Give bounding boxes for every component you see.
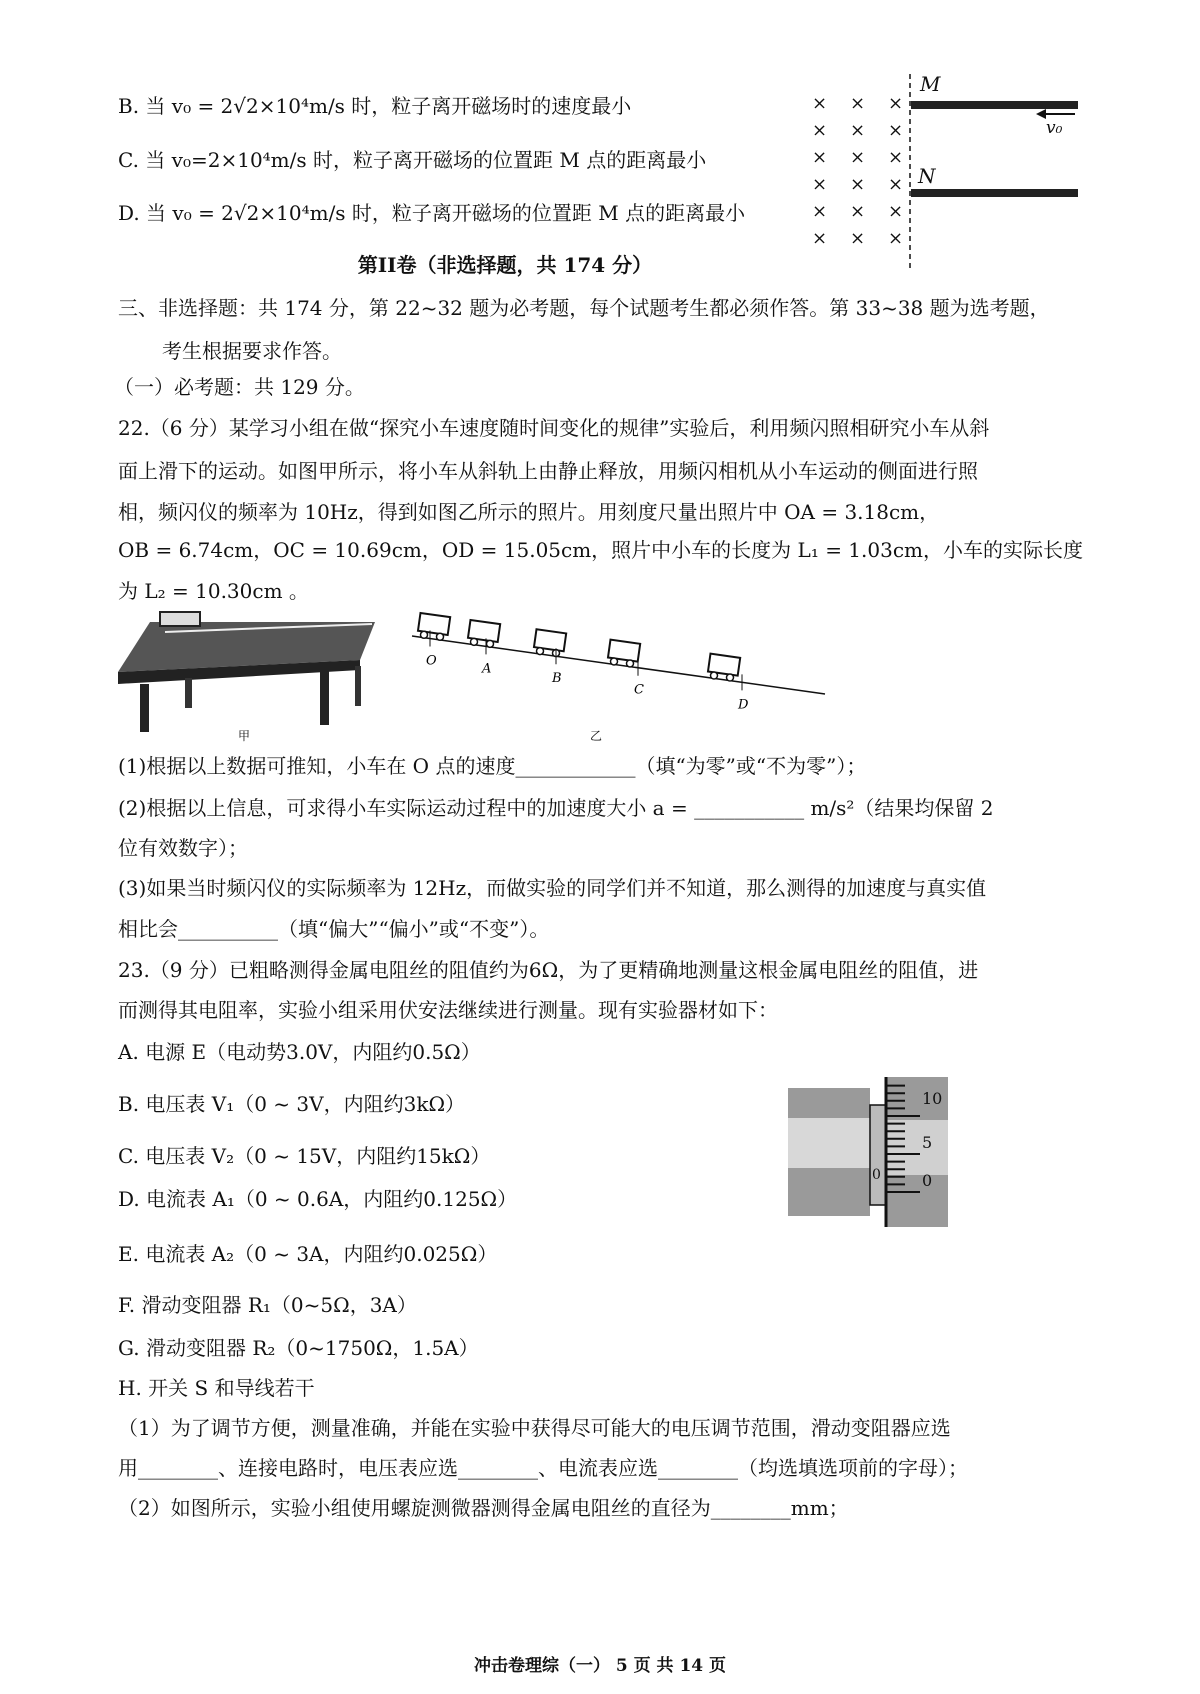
option-b: B. 当 v₀ = 2√2×10⁴m/s 时，粒子离开磁场时的速度最小 xyxy=(118,94,632,118)
section-title: 第II卷（非选择题，共 174 分） xyxy=(357,253,653,277)
field-cross-mark: × xyxy=(812,201,828,222)
page-footer: 冲击卷理综（一） 5 页 共 14 页 xyxy=(473,1656,727,1676)
field-cross-mark: × xyxy=(812,93,828,114)
equipment-item-e: E. 电流表 A₂（0 ~ 3A，内阻约0.025Ω） xyxy=(118,1242,498,1266)
field-cross-mark: × xyxy=(888,147,904,168)
point-label-a: A xyxy=(482,661,492,677)
field-cross-mark: × xyxy=(888,120,904,141)
section-intro-line: 考生根据要求作答。 xyxy=(162,339,342,363)
figure-jia-label: 甲 xyxy=(238,729,251,743)
field-cross-mark: × xyxy=(850,174,866,195)
field-cross-mark: × xyxy=(850,93,866,114)
thimble-5-label: 5 xyxy=(922,1133,933,1152)
q22-sub-3-cont: 相比会__________（填“偏大”“偏小”或“不变”）。 xyxy=(118,917,550,941)
velocity-label: v₀ xyxy=(1046,118,1063,138)
equipment-item-f: F. 滑动变阻器 R₁（0~5Ω，3A） xyxy=(118,1293,417,1317)
field-cross-mark: × xyxy=(888,93,904,114)
thimble-10-label: 10 xyxy=(922,1089,943,1108)
q22-text: 22.（6 分）某学习小组在做“探究小车速度随时间变化的规律”实验后，利用频闪照相研究小车从斜 xyxy=(118,416,990,440)
q22-text: 面上滑下的运动。如图甲所示，将小车从斜轨上由静止释放，用频闪相机从小车运动的侧面进行照 xyxy=(118,459,978,483)
equipment-item-g: G. 滑动变阻器 R₂（0~1750Ω，1.5A） xyxy=(118,1336,479,1360)
q23-sub-1: （1）为了调节方便，测量准确，并能在实验中获得尽可能大的电压调节范围，滑动变阻器应选 xyxy=(118,1416,951,1440)
point-label-o: O xyxy=(426,653,437,669)
field-cross-mark: × xyxy=(850,228,866,249)
equipment-item-b: B. 电压表 V₁（0 ~ 3V，内阻约3kΩ） xyxy=(118,1092,466,1116)
q22-text: OB = 6.74cm，OC = 10.69cm，OD = 15.05cm，照片中小车的长度为 L₁ = 1.03cm，小车的实际长度 xyxy=(118,538,1084,562)
q22-sub-3: (3)如果当时频闪仪的实际频率为 12Hz，而做实验的同学们并不知道，那么测得的加速度与真实值 xyxy=(118,876,987,900)
equipment-item-h: H. 开关 S 和导线若干 xyxy=(118,1376,315,1400)
q22-text: 相，频闪仪的频率为 10Hz，得到如图乙所示的照片。用刻度尺量出照片中 OA = 3.18cm， xyxy=(118,500,940,524)
q22-sub-2-cont: 位有效数字）； xyxy=(118,836,248,860)
q23-text: 23.（9 分）已粗略测得金属电阻丝的阻值约为6Ω，为了更精确地测量这根金属电阻丝的阻值，进 xyxy=(118,958,979,982)
field-cross-mark: × xyxy=(850,201,866,222)
plate-n-label: N xyxy=(918,164,936,188)
required-title: （一）必考题：共 129 分。 xyxy=(114,375,365,399)
point-label-c: C xyxy=(634,682,644,698)
option-c: C. 当 v₀=2×10⁴m/s 时，粒子离开磁场的位置距 M 点的距离最小 xyxy=(118,148,707,172)
q23-text: 而测得其电阻率，实验小组采用伏安法继续进行测量。现有实验器材如下： xyxy=(118,998,778,1022)
field-cross-mark: × xyxy=(850,120,866,141)
q23-sub-1-cont: 用________、连接电路时，电压表应选________、电流表应选________（均选填选项前的字母）； xyxy=(118,1456,968,1480)
field-cross-mark: × xyxy=(850,147,866,168)
thimble-0-label: 0 xyxy=(922,1171,933,1190)
equipment-item-c: C. 电压表 V₂（0 ~ 15V，内阻约15kΩ） xyxy=(118,1144,491,1168)
field-cross-mark: × xyxy=(812,228,828,249)
field-cross-mark: × xyxy=(888,201,904,222)
field-cross-mark: × xyxy=(888,174,904,195)
q22-text: 为 L₂ = 10.30cm 。 xyxy=(118,579,309,603)
q22-sub-2: (2)根据以上信息，可求得小车实际运动过程中的加速度大小 a = ___________ m/s²（结果均保留 2 xyxy=(118,796,994,820)
option-d: D. 当 v₀ = 2√2×10⁴m/s 时，粒子离开磁场的位置距 M 点的距离最小 xyxy=(118,201,746,225)
field-cross-mark: × xyxy=(812,147,828,168)
plate-m-label: M xyxy=(920,72,941,96)
sleeve-zero-label: 0 xyxy=(872,1167,881,1183)
q22-sub-1: (1)根据以上数据可推知，小车在 O 点的速度____________（填“为零”或“不为零”）； xyxy=(118,754,867,778)
equipment-item-d: D. 电流表 A₁（0 ~ 0.6A，内阻约0.125Ω） xyxy=(118,1187,518,1211)
field-cross-mark: × xyxy=(812,120,828,141)
figure-yi-label: 乙 xyxy=(590,729,603,743)
q23-sub-2: （2）如图所示，实验小组使用螺旋测微器测得金属电阻丝的直径为________mm； xyxy=(118,1496,849,1520)
point-label-d: D xyxy=(738,697,749,713)
point-label-b: B xyxy=(552,671,562,687)
section-intro-line: 三、非选择题：共 174 分，第 22~32 题为必考题，每个试题考生都必须作答。第 33~38 题为选考题， xyxy=(118,296,1050,320)
equipment-item-a: A. 电源 E（电动势3.0V，内阻约0.5Ω） xyxy=(118,1040,481,1064)
field-cross-mark: × xyxy=(812,174,828,195)
field-cross-mark: × xyxy=(888,228,904,249)
